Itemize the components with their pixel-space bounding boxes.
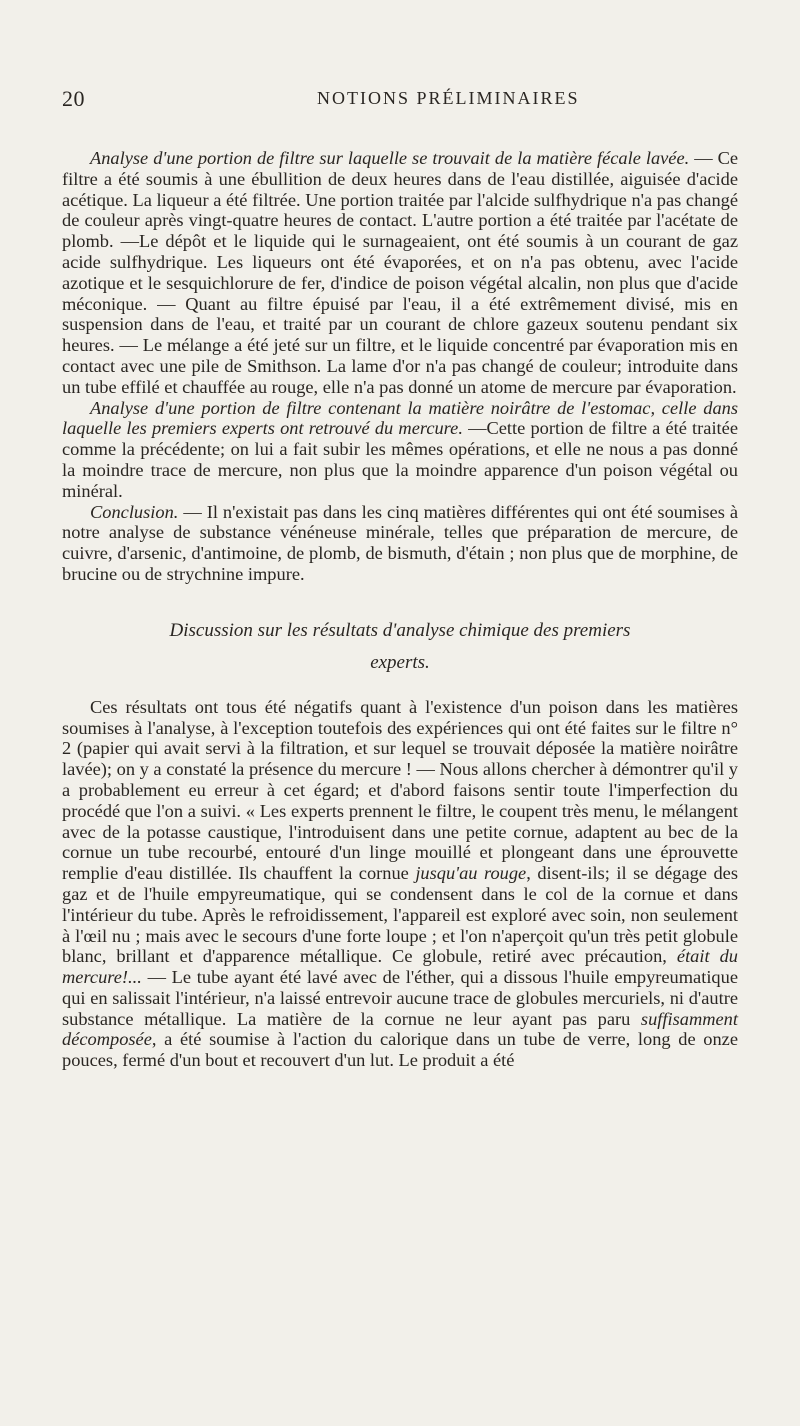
section-heading-line-1: Discussion sur les résultats d'analyse chimique des premiers (169, 619, 631, 641)
paragraph-text: —Cette portion de filtre a été traitée comme la précédente; on lui a fait subir les mêmes opérations, et elle ne nous a pas donné la moindre trace de mercure, non plus que la moindre apparence d'un poison végétal ou minéral. (62, 418, 738, 501)
paragraph-text: — Il n'existait pas dans les cinq matières différentes qui ont été soumises à notre analyse de substance vénéneuse minérale, telles que préparation de mercure, de cuivre, d'arsenic, d'antimoine, de plomb, de bismuth, d'étain ; non plus que de morphine, de brucine ou de strychnine impure. (62, 501, 738, 584)
paragraph-conclusion (62, 502, 738, 585)
paragraph-discussion (62, 697, 738, 1071)
paragraph-text: — Ce filtre a été soumis à une ébullition de deux heures dans de l'eau distillée, aiguisée d'acide acétique. La liqueur a été filtrée. Une portion traitée par l'alcide sulfhydrique n'a pas changé de couleur après vingt-quatre heures de contact. L'autre portion a été traitée par l'acétate de plomb. —Le dépôt et le liquide qui le surnageaient, ont été soumis à un courant de gaz acide sulfhydrique. Les liqueurs ont été évaporées, et on n'a pas obtenu, avec l'acide azotique et le sesquichlorure de fer, d'indice de poison végétal alcalin, non plus que d'acide méconique. — Quant au filtre épuisé par l'eau, il a été extrêmement divisé, mis en suspension dans de l'eau, et traité par un courant de chlore gazeux soutenu pendant six heures. — Le mélange a été jeté sur un filtre, et le liquide concentré par évaporation mis en contact avec une pile de Smithson. La lame d'or n'a pas changé de couleur; introduite dans un tube effilé et chauffée au rouge, elle n'a pas donné un atome de mercure par évaporation. (62, 148, 739, 397)
page-number: 20 (62, 86, 85, 111)
paragraph-analysis-filter-stomach (62, 398, 738, 502)
paragraph-heading: Conclusion. (90, 501, 179, 522)
paragraph-analysis-filter-fecal (62, 148, 738, 398)
paragraph-text-part: — Le tube ayant été lavé avec de l'éther, qui a dissous l'huile empyreumatique qui en salissait l'intérieur, n'a laissé entrevoir aucune trace de globules mercuriels, ni d'autre substance métallique. La matière de la cornue ne leur ayant pas paru (62, 967, 738, 1029)
section-heading-line-2: experts. (370, 651, 430, 673)
paragraph-text-part: , a été soumise à l'action du calorique dans un tube de verre, long de onze pouces, fermé d'un bout et recouvert d'un lut. Le produit a été (62, 1029, 738, 1071)
italic-phrase: jusqu'au rouge (415, 863, 527, 884)
paragraph-heading: Analyse d'une portion de filtre contenant la matière noirâtre de l'estomac, celle dans laquelle les premiers experts ont retrouvé du mercure. (62, 397, 738, 439)
section-heading (62, 615, 738, 679)
running-title: NOTIONS PRÉLIMINAIRES (317, 88, 580, 108)
page-body (62, 148, 738, 1071)
italic-phrase: était du mercure!... (62, 946, 738, 988)
paragraph-text-part: Ces résultats ont tous été négatifs quant à l'existence d'un poison dans les matières soumises à l'analyse, à l'exception toutefois des expériences qui ont été faites sur le filtre n° 2 (papier qui avait servi à la filtration, et sur lequel se trouvait déposée la matière noirâtre lavée); on y a constaté la présence du mercure ! — Nous allons chercher à démontrer qu'il y a probablement eu erreur à cet égard; et d'abord faisons sentir toute l'imperfection du procédé que l'on a suivi. « Les experts prennent le filtre, le coupent très menu, le mélangent avec de la potasse caustique, l'introduisent dans une petite cornue, adaptent au bec de la cornue un tube recourbé, entouré d'un linge mouillé et plongeant dans une éprouvette remplie d'eau distillée. Ils chauffent la cornue (62, 696, 738, 884)
paragraph-heading: Analyse d'une portion de filtre sur laquelle se trouvait de la matière fécale lavée. (90, 148, 690, 168)
italic-phrase: suffisamment décomposée (62, 1008, 738, 1050)
page-header (62, 86, 740, 120)
paragraph-text-part: , disent-ils; il se dégage des gaz et de l'huile empyreumatique, qui se condensent dans le col de la cornue et dans l'intérieur du tube. Après le refroidissement, l'appareil est exploré avec soin, non seulement à l'œil nu ; mais avec le secours d'une forte loupe ; et l'on n'aperçoit qu'un très petit globule blanc, brillant et d'apparence métallique. Ce globule, retiré avec précaution, (62, 863, 738, 967)
